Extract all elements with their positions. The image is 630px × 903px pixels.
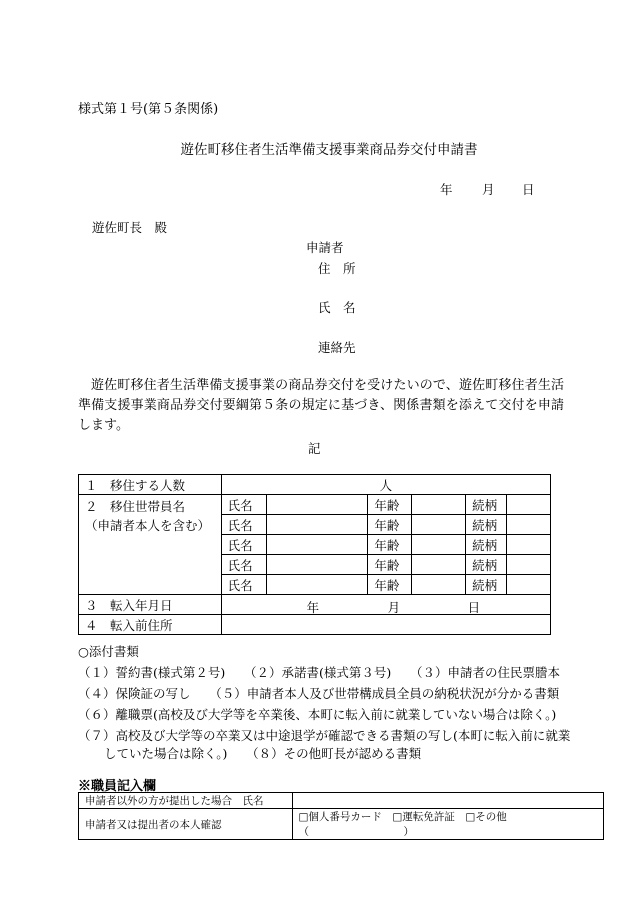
date-day-label: 日 [522,182,535,197]
member-name-label: 氏名 [221,575,266,595]
date-year-label: 年 [440,182,453,197]
form-number: 様式第１号(第５条関係) [78,102,219,117]
previous-address-field[interactable] [221,615,550,635]
date-month-label: 月 [482,182,495,197]
row-move-in-date [79,595,551,615]
staff-proxy-label: 申請者以外の方が提出した場合 氏名 [79,793,293,809]
applicant-name-label: 氏 名 [318,300,356,315]
members-sublabel: （申請者本人を含む） [85,518,211,533]
main-table [78,474,551,635]
member-age-field[interactable] [412,535,466,555]
staff-proxy-field[interactable] [292,793,604,809]
staff-row [79,793,604,809]
member-age-field[interactable] [412,555,466,575]
member-name-label: 氏名 [221,495,266,515]
application-statement: 遊佐町移住者生活準備支援事業の商品券交付を受けたいので、遊佐町移住者生活準備支援事業商品券交付要綱第５条の規定に基づき、関係書類を添えて交付を申請します。 [78,378,564,433]
staff-heading: ※職員記入欄 [78,779,157,794]
member-relation-field[interactable] [507,495,551,515]
member-relation-label: 続柄 [466,495,507,515]
member-name-field[interactable] [266,555,368,575]
staff-table [78,792,604,840]
members-label-cell [79,495,222,595]
member-relation-label: 続柄 [466,535,507,555]
member-name-label: 氏名 [221,535,266,555]
member-relation-field[interactable] [507,515,551,535]
addressee: 遊佐町長 殿 [92,220,168,235]
member-name-field[interactable] [266,575,368,595]
member-age-label: 年齢 [368,535,412,555]
form-title: 遊佐町移住者生活準備支援事業商品券交付申請書 [180,142,478,158]
previous-address-label: ４ 転入前住所 [79,615,222,635]
member-name-field[interactable] [266,515,368,535]
member-age-label: 年齢 [368,495,412,515]
members-label: ２ 移住世帯員名 [85,499,186,514]
people-unit: 人 [379,477,393,493]
attachment-line: （７）高校及び大学等の卒業又は中途退学が確認できる書類の写し(本町に転入前に就業 [78,728,571,743]
ki-label: 記 [308,441,321,456]
move-in-day: 日 [467,600,481,615]
member-age-label: 年齢 [368,555,412,575]
people-count-label: １ 移住する人数 [79,475,222,495]
member-relation-label: 続柄 [466,515,507,535]
applicant-contact-label: 連絡先 [318,340,356,355]
move-in-date-label: ３ 転入年月日 [79,595,222,615]
move-in-month: 月 [387,600,401,615]
staff-identity-options[interactable]: □個人番号カード □運転免許証 □その他（ ） [292,809,604,840]
member-age-field[interactable] [412,575,466,595]
member-name-label: 氏名 [221,515,266,535]
row-people-count [79,475,551,495]
attachments-heading: ○添付書類 [78,644,139,659]
people-count-field[interactable] [221,475,550,495]
staff-row [79,809,604,840]
move-in-date-field[interactable] [221,595,550,615]
member-relation-field[interactable] [507,535,551,555]
member-relation-field[interactable] [507,575,551,595]
row-previous-address [79,615,551,635]
attachment-line: （４）保険証の写し （５）申請者本人及び世帯構成員全員の納税状況が分かる書類 [78,686,560,701]
applicant-address-label: 住 所 [318,261,356,276]
member-name-field[interactable] [266,495,368,515]
staff-identity-label: 申請者又は提出者の本人確認 [79,809,293,840]
member-relation-field[interactable] [507,555,551,575]
member-age-label: 年齢 [368,575,412,595]
attachment-line: していた場合は除く。) （８）その他町長が認める書類 [104,746,422,761]
member-row [79,495,551,515]
member-name-label: 氏名 [221,555,266,575]
attachment-line: （１）誓約書(様式第２号) （２）承諾書(様式第３号) （３）申請者の住民票謄本 [78,665,561,680]
member-age-field[interactable] [412,495,466,515]
move-in-year: 年 [306,600,320,615]
member-name-field[interactable] [266,535,368,555]
member-relation-label: 続柄 [466,575,507,595]
member-age-label: 年齢 [368,515,412,535]
member-relation-label: 続柄 [466,555,507,575]
applicant-label: 申請者 [306,240,344,255]
member-age-field[interactable] [412,515,466,535]
attachment-line: （６）離職票(高校及び大学等を卒業後、本町に転入前に就業していない場合は除く。) [78,707,557,722]
